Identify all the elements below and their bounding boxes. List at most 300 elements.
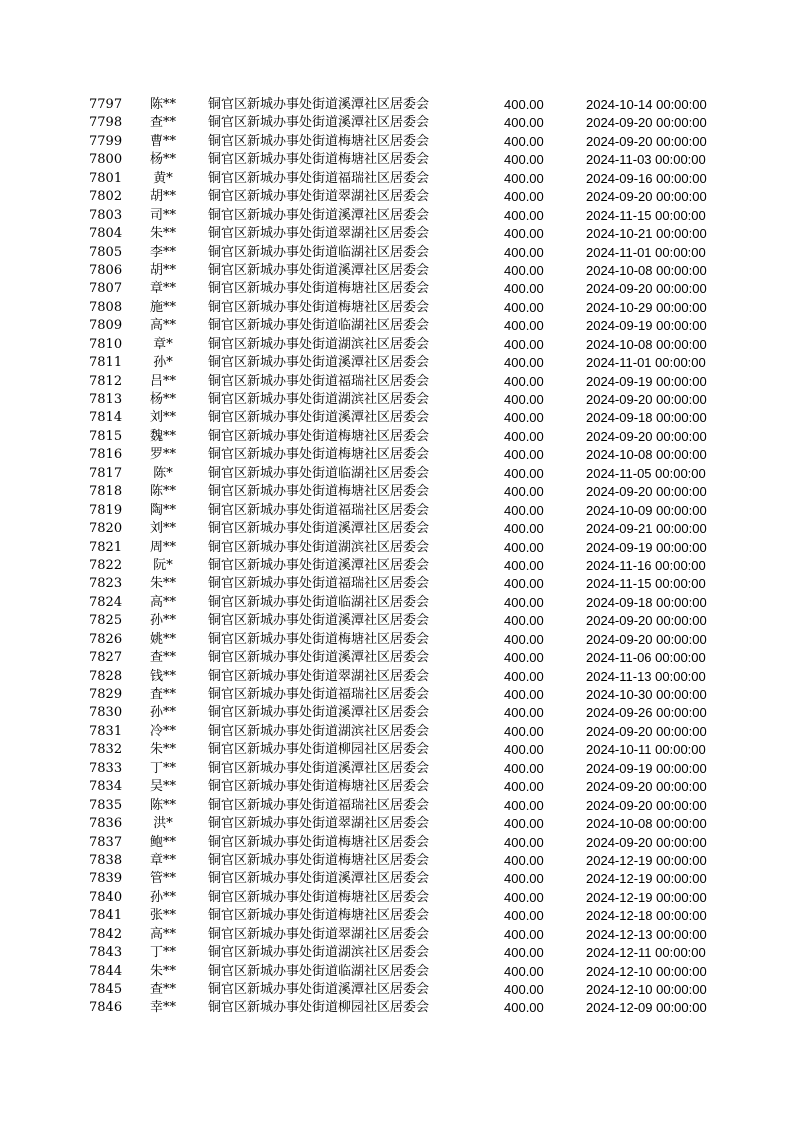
amount-cell: 400.00 — [504, 852, 544, 868]
table-row — [0, 852, 793, 870]
date-cell: 2024-09-20 00:00:00 — [586, 834, 707, 850]
row-number-cell: 7824 — [89, 594, 123, 610]
table-row — [0, 575, 793, 593]
table-row — [0, 815, 793, 833]
row-number-cell: 7804 — [89, 226, 123, 242]
table-row — [0, 870, 793, 888]
name-cell: 黄* — [153, 170, 173, 186]
table-row — [0, 428, 793, 446]
amount-cell: 400.00 — [504, 410, 544, 426]
amount-cell: 400.00 — [504, 392, 544, 407]
community-cell: 铜官区新城办事处街道翠湖社区居委会 — [208, 816, 430, 832]
amount-cell: 400.00 — [504, 945, 544, 961]
table-row — [0, 520, 793, 538]
date-cell: 2024-09-26 00:00:00 — [586, 705, 707, 721]
table-row — [0, 96, 793, 114]
community-cell: 铜官区新城办事处街道梅塘社区居委会 — [208, 889, 430, 905]
table-row — [0, 981, 793, 999]
table-row — [0, 317, 793, 335]
date-cell: 2024-09-18 00:00:00 — [586, 594, 707, 610]
amount-cell: 400.00 — [504, 355, 544, 371]
date-cell: 2024-10-08 00:00:00 — [586, 262, 707, 278]
community-cell: 铜官区新城办事处街道梅塘社区居委会 — [208, 428, 430, 444]
community-cell: 铜官区新城办事处街道梅塘社区居委会 — [208, 631, 430, 647]
community-cell: 铜官区新城办事处街道溪潭社区居委会 — [208, 557, 430, 573]
name-cell: 吕** — [149, 373, 176, 389]
date-cell: 2024-09-19 00:00:00 — [586, 760, 707, 776]
row-number-cell: 7845 — [89, 982, 123, 997]
date-cell: 2024-10-09 00:00:00 — [586, 502, 707, 518]
date-cell: 2024-09-19 00:00:00 — [586, 373, 707, 389]
amount-cell: 400.00 — [504, 318, 544, 334]
date-cell: 2024-12-10 00:00:00 — [586, 963, 707, 979]
date-cell: 2024-12-13 00:00:00 — [586, 926, 707, 942]
row-number-cell: 7811 — [89, 355, 123, 371]
row-number-cell: 7808 — [89, 299, 123, 315]
amount-cell: 400.00 — [504, 742, 544, 758]
amount-cell: 400.00 — [504, 594, 544, 610]
amount-cell: 400.00 — [504, 262, 544, 278]
community-cell: 铜官区新城办事处街道梅塘社区居委会 — [208, 299, 430, 315]
name-cell: 陈* — [153, 465, 173, 481]
row-number-cell: 7821 — [89, 539, 123, 555]
table-row — [0, 262, 793, 280]
amount-cell: 400.00 — [504, 834, 544, 850]
name-cell: 查** — [149, 650, 176, 666]
table-row — [0, 354, 793, 372]
name-cell: 高** — [149, 318, 176, 334]
community-cell: 铜官区新城办事处街道溪潭社区居委会 — [208, 97, 430, 112]
name-cell: 管** — [149, 871, 176, 887]
community-cell: 铜官区新城办事处街道梅塘社区居委会 — [208, 152, 430, 168]
amount-cell: 400.00 — [504, 760, 544, 776]
community-cell: 铜官区新城办事处街道柳园社区居委会 — [208, 1000, 430, 1016]
name-cell: 罗** — [149, 447, 176, 463]
row-number-cell: 7836 — [89, 816, 123, 832]
date-cell: 2024-09-20 00:00:00 — [586, 613, 707, 629]
community-cell: 铜官区新城办事处街道湖滨社区居委会 — [208, 945, 430, 961]
date-cell: 2024-09-20 00:00:00 — [586, 189, 707, 205]
name-cell: 孙** — [149, 889, 176, 905]
name-cell: 钱** — [149, 668, 176, 684]
date-cell: 2024-09-20 00:00:00 — [586, 631, 707, 647]
row-number-cell: 7846 — [89, 1000, 123, 1016]
row-number-cell: 7831 — [89, 723, 123, 739]
table-row — [0, 926, 793, 944]
date-cell: 2024-10-14 00:00:00 — [586, 97, 707, 112]
amount-cell: 400.00 — [504, 723, 544, 739]
community-cell: 铜官区新城办事处街道梅塘社区居委会 — [208, 834, 430, 850]
community-cell: 铜官区新城办事处街道临湖社区居委会 — [208, 465, 430, 481]
community-cell: 铜官区新城办事处街道溪潭社区居委会 — [208, 115, 430, 131]
row-number-cell: 7844 — [89, 963, 123, 979]
community-cell: 铜官区新城办事处街道临湖社区居委会 — [208, 244, 430, 260]
name-cell: 朱** — [149, 963, 176, 979]
table-row — [0, 465, 793, 483]
date-cell: 2024-11-01 00:00:00 — [586, 355, 706, 371]
name-cell: 陈** — [149, 97, 176, 112]
date-cell: 2024-09-20 00:00:00 — [586, 281, 707, 297]
date-cell: 2024-09-20 00:00:00 — [586, 797, 707, 813]
name-cell: 胡** — [149, 262, 176, 278]
name-cell: 高** — [149, 594, 176, 610]
amount-cell: 400.00 — [504, 281, 544, 297]
name-cell: 洪* — [153, 816, 173, 832]
row-number-cell: 7841 — [89, 908, 123, 924]
community-cell: 铜官区新城办事处街道溪潭社区居委会 — [208, 705, 430, 721]
row-number-cell: 7843 — [89, 945, 123, 961]
row-number-cell: 7833 — [89, 760, 123, 776]
community-cell: 铜官区新城办事处街道溪潭社区居委会 — [208, 262, 430, 278]
amount-cell: 400.00 — [504, 668, 544, 684]
date-cell: 2024-10-29 00:00:00 — [586, 299, 707, 315]
date-cell: 2024-10-11 00:00:00 — [586, 742, 706, 758]
row-number-cell: 7807 — [89, 281, 123, 297]
amount-cell: 400.00 — [504, 189, 544, 205]
name-cell: 刘** — [149, 410, 176, 426]
table-row — [0, 612, 793, 630]
table-row — [0, 446, 793, 464]
table-row — [0, 207, 793, 225]
amount-cell: 400.00 — [504, 207, 544, 223]
date-cell: 2024-09-20 00:00:00 — [586, 484, 707, 500]
amount-cell: 400.00 — [504, 797, 544, 813]
date-cell: 2024-12-19 00:00:00 — [586, 889, 707, 905]
amount-cell: 400.00 — [504, 650, 544, 666]
table-row — [0, 391, 793, 409]
date-cell: 2024-11-16 00:00:00 — [586, 557, 706, 573]
amount-cell: 400.00 — [504, 779, 544, 795]
amount-cell: 400.00 — [504, 613, 544, 629]
amount-cell: 400.00 — [504, 428, 544, 444]
name-cell: 施** — [149, 299, 176, 315]
community-cell: 铜官区新城办事处街道翠湖社区居委会 — [208, 189, 430, 205]
date-cell: 2024-09-21 00:00:00 — [586, 521, 707, 537]
row-number-cell: 7822 — [89, 557, 123, 573]
community-cell: 铜官区新城办事处街道临湖社区居委会 — [208, 594, 430, 610]
name-cell: 章* — [153, 336, 173, 352]
table-row — [0, 280, 793, 298]
name-cell: 冷** — [149, 723, 176, 739]
date-cell: 2024-10-30 00:00:00 — [586, 687, 707, 702]
row-number-cell: 7813 — [89, 392, 123, 407]
row-number-cell: 7827 — [89, 650, 123, 666]
name-cell: 丁** — [149, 760, 176, 776]
table-row — [0, 723, 793, 741]
amount-cell: 400.00 — [504, 244, 544, 260]
row-number-cell: 7797 — [89, 97, 123, 112]
row-number-cell: 7816 — [89, 447, 123, 463]
row-number-cell: 7832 — [89, 742, 123, 758]
date-cell: 2024-09-18 00:00:00 — [586, 410, 707, 426]
amount-cell: 400.00 — [504, 152, 544, 168]
table-row — [0, 557, 793, 575]
name-cell: 幸** — [149, 1000, 176, 1016]
community-cell: 铜官区新城办事处街道梅塘社区居委会 — [208, 447, 430, 463]
date-cell: 2024-10-08 00:00:00 — [586, 816, 707, 832]
name-cell: 孙** — [149, 613, 176, 629]
date-cell: 2024-11-15 00:00:00 — [586, 207, 706, 223]
table-row — [0, 889, 793, 907]
name-cell: 章** — [149, 281, 176, 297]
table-row — [0, 502, 793, 520]
community-cell: 铜官区新城办事处街道溪潭社区居委会 — [208, 982, 430, 997]
date-cell: 2024-09-20 00:00:00 — [586, 428, 707, 444]
community-cell: 铜官区新城办事处街道福瑞社区居委会 — [208, 576, 430, 592]
row-number-cell: 7806 — [89, 262, 123, 278]
name-cell: 阮* — [153, 557, 173, 573]
table-row — [0, 539, 793, 557]
name-cell: 姚** — [149, 631, 176, 647]
name-cell: 张** — [149, 908, 176, 924]
community-cell: 铜官区新城办事处街道福瑞社区居委会 — [208, 373, 430, 389]
table-row — [0, 133, 793, 151]
name-cell: 章** — [149, 852, 176, 868]
amount-cell: 400.00 — [504, 115, 544, 131]
date-cell: 2024-12-19 00:00:00 — [586, 871, 707, 887]
date-cell: 2024-09-19 00:00:00 — [586, 539, 707, 555]
row-number-cell: 7840 — [89, 889, 123, 905]
row-number-cell: 7817 — [89, 465, 123, 481]
date-cell: 2024-09-20 00:00:00 — [586, 133, 707, 149]
community-cell: 铜官区新城办事处街道溪潭社区居委会 — [208, 355, 430, 371]
date-cell: 2024-12-09 00:00:00 — [586, 1000, 707, 1016]
row-number-cell: 7802 — [89, 189, 123, 205]
date-cell: 2024-09-16 00:00:00 — [586, 170, 707, 186]
amount-cell: 400.00 — [504, 576, 544, 592]
table-row — [0, 944, 793, 962]
row-number-cell: 7837 — [89, 834, 123, 850]
community-cell: 铜官区新城办事处街道溪潭社区居委会 — [208, 521, 430, 537]
amount-cell: 400.00 — [504, 982, 544, 997]
amount-cell: 400.00 — [504, 521, 544, 537]
community-cell: 铜官区新城办事处街道湖滨社区居委会 — [208, 539, 430, 555]
date-cell: 2024-10-21 00:00:00 — [586, 226, 707, 242]
table-row — [0, 188, 793, 206]
community-cell: 铜官区新城办事处街道翠湖社区居委会 — [208, 926, 430, 942]
amount-cell: 400.00 — [504, 687, 544, 702]
table-row — [0, 336, 793, 354]
name-cell: 孙* — [153, 355, 173, 371]
row-number-cell: 7800 — [89, 152, 123, 168]
amount-cell: 400.00 — [504, 299, 544, 315]
community-cell: 铜官区新城办事处街道梅塘社区居委会 — [208, 281, 430, 297]
row-number-cell: 7801 — [89, 170, 123, 186]
name-cell: 陈** — [149, 484, 176, 500]
row-number-cell: 7810 — [89, 336, 123, 352]
amount-cell: 400.00 — [504, 484, 544, 500]
name-cell: 陈** — [149, 797, 176, 813]
date-cell: 2024-11-15 00:00:00 — [586, 576, 706, 592]
community-cell: 铜官区新城办事处街道福瑞社区居委会 — [208, 502, 430, 518]
row-number-cell: 7820 — [89, 521, 123, 537]
table-row — [0, 649, 793, 667]
date-cell: 2024-09-20 00:00:00 — [586, 115, 707, 131]
amount-cell: 400.00 — [504, 465, 544, 481]
row-number-cell: 7834 — [89, 779, 123, 795]
date-cell: 2024-12-10 00:00:00 — [586, 982, 707, 997]
community-cell: 铜官区新城办事处街道临湖社区居委会 — [208, 963, 430, 979]
community-cell: 铜官区新城办事处街道梅塘社区居委会 — [208, 484, 430, 500]
date-cell: 2024-10-08 00:00:00 — [586, 447, 707, 463]
date-cell: 2024-12-11 00:00:00 — [586, 945, 706, 961]
community-cell: 铜官区新城办事处街道临湖社区居委会 — [208, 318, 430, 334]
date-cell: 2024-11-05 00:00:00 — [586, 465, 706, 481]
community-cell: 铜官区新城办事处街道翠湖社区居委会 — [208, 226, 430, 242]
row-number-cell: 7799 — [89, 133, 123, 149]
row-number-cell: 7826 — [89, 631, 123, 647]
row-number-cell: 7818 — [89, 484, 123, 500]
date-cell: 2024-09-19 00:00:00 — [586, 318, 707, 334]
community-cell: 铜官区新城办事处街道福瑞社区居委会 — [208, 687, 430, 702]
community-cell: 铜官区新城办事处街道翠湖社区居委会 — [208, 668, 430, 684]
name-cell: 鲍** — [149, 834, 176, 850]
table-row — [0, 668, 793, 686]
name-cell: 吴** — [149, 779, 176, 795]
community-cell: 铜官区新城办事处街道梅塘社区居委会 — [208, 852, 430, 868]
table-row — [0, 151, 793, 169]
amount-cell: 400.00 — [504, 908, 544, 924]
amount-cell: 400.00 — [504, 97, 544, 112]
name-cell: 丁** — [149, 945, 176, 961]
name-cell: 杨** — [149, 152, 176, 168]
amount-cell: 400.00 — [504, 539, 544, 555]
table-row — [0, 741, 793, 759]
name-cell: 高** — [149, 926, 176, 942]
date-cell: 2024-11-13 00:00:00 — [586, 668, 706, 684]
community-cell: 铜官区新城办事处街道梅塘社区居委会 — [208, 908, 430, 924]
amount-cell: 400.00 — [504, 631, 544, 647]
name-cell: 查** — [149, 115, 176, 131]
name-cell: 刘** — [149, 521, 176, 537]
row-number-cell: 7809 — [89, 318, 123, 334]
community-cell: 铜官区新城办事处街道湖滨社区居委会 — [208, 723, 430, 739]
community-cell: 铜官区新城办事处街道溪潭社区居委会 — [208, 760, 430, 776]
amount-cell: 400.00 — [504, 170, 544, 186]
table-row — [0, 409, 793, 427]
table-row — [0, 999, 793, 1017]
amount-cell: 400.00 — [504, 447, 544, 463]
date-cell: 2024-09-20 00:00:00 — [586, 723, 707, 739]
row-number-cell: 7829 — [89, 687, 123, 702]
date-cell: 2024-11-03 00:00:00 — [586, 152, 706, 168]
row-number-cell: 7839 — [89, 871, 123, 887]
name-cell: 查** — [149, 982, 176, 997]
row-number-cell: 7814 — [89, 410, 123, 426]
row-number-cell: 7803 — [89, 207, 123, 223]
amount-cell: 400.00 — [504, 1000, 544, 1016]
name-cell: 査** — [149, 687, 176, 702]
table-row — [0, 170, 793, 188]
amount-cell: 400.00 — [504, 889, 544, 905]
date-cell: 2024-09-20 00:00:00 — [586, 392, 707, 407]
table-row — [0, 594, 793, 612]
date-cell: 2024-10-08 00:00:00 — [586, 336, 707, 352]
record-table — [0, 96, 793, 1018]
community-cell: 铜官区新城办事处街道柳园社区居委会 — [208, 742, 430, 758]
amount-cell: 400.00 — [504, 816, 544, 832]
table-row — [0, 373, 793, 391]
row-number-cell: 7815 — [89, 428, 123, 444]
community-cell: 铜官区新城办事处街道福瑞社区居委会 — [208, 170, 430, 186]
date-cell: 2024-11-06 00:00:00 — [586, 650, 706, 666]
community-cell: 铜官区新城办事处街道溪潭社区居委会 — [208, 613, 430, 629]
name-cell: 杨** — [149, 392, 176, 407]
table-row — [0, 225, 793, 243]
amount-cell: 400.00 — [504, 705, 544, 721]
community-cell: 铜官区新城办事处街道湖滨社区居委会 — [208, 392, 430, 407]
name-cell: 曹** — [149, 133, 176, 149]
table-row — [0, 299, 793, 317]
name-cell: 孙** — [149, 705, 176, 721]
row-number-cell: 7805 — [89, 244, 123, 260]
table-row — [0, 114, 793, 132]
table-row — [0, 907, 793, 925]
community-cell: 铜官区新城办事处街道溪潭社区居委会 — [208, 871, 430, 887]
table-row — [0, 797, 793, 815]
community-cell: 铜官区新城办事处街道梅塘社区居委会 — [208, 133, 430, 149]
name-cell: 周** — [149, 539, 176, 555]
row-number-cell: 7828 — [89, 668, 123, 684]
community-cell: 铜官区新城办事处街道溪潭社区居委会 — [208, 207, 430, 223]
table-row — [0, 760, 793, 778]
table-row — [0, 686, 793, 704]
amount-cell: 400.00 — [504, 502, 544, 518]
table-row — [0, 631, 793, 649]
table-row — [0, 778, 793, 796]
table-row — [0, 704, 793, 722]
table-row — [0, 963, 793, 981]
community-cell: 铜官区新城办事处街道湖滨社区居委会 — [208, 336, 430, 352]
name-cell: 朱** — [149, 742, 176, 758]
row-number-cell: 7830 — [89, 705, 123, 721]
date-cell: 2024-12-18 00:00:00 — [586, 908, 707, 924]
name-cell: 李** — [149, 244, 176, 260]
amount-cell: 400.00 — [504, 963, 544, 979]
row-number-cell: 7838 — [89, 852, 123, 868]
table-row — [0, 244, 793, 262]
amount-cell: 400.00 — [504, 373, 544, 389]
amount-cell: 400.00 — [504, 926, 544, 942]
table-row — [0, 483, 793, 501]
row-number-cell: 7819 — [89, 502, 123, 518]
amount-cell: 400.00 — [504, 871, 544, 887]
date-cell: 2024-09-20 00:00:00 — [586, 779, 707, 795]
row-number-cell: 7842 — [89, 926, 123, 942]
name-cell: 胡** — [149, 189, 176, 205]
community-cell: 铜官区新城办事处街道梅塘社区居委会 — [208, 779, 430, 795]
table-row — [0, 834, 793, 852]
name-cell: 司** — [149, 207, 176, 223]
row-number-cell: 7835 — [89, 797, 123, 813]
row-number-cell: 7812 — [89, 373, 123, 389]
community-cell: 铜官区新城办事处街道溪潭社区居委会 — [208, 650, 430, 666]
amount-cell: 400.00 — [504, 336, 544, 352]
date-cell: 2024-11-01 00:00:00 — [586, 244, 706, 260]
amount-cell: 400.00 — [504, 226, 544, 242]
row-number-cell: 7825 — [89, 613, 123, 629]
amount-cell: 400.00 — [504, 133, 544, 149]
name-cell: 朱** — [149, 226, 176, 242]
community-cell: 铜官区新城办事处街道福瑞社区居委会 — [208, 797, 430, 813]
name-cell: 魏** — [149, 428, 176, 444]
amount-cell: 400.00 — [504, 557, 544, 573]
row-number-cell: 7823 — [89, 576, 123, 592]
row-number-cell: 7798 — [89, 115, 123, 131]
name-cell: 陶** — [149, 502, 176, 518]
name-cell: 朱** — [149, 576, 176, 592]
community-cell: 铜官区新城办事处街道溪潭社区居委会 — [208, 410, 430, 426]
